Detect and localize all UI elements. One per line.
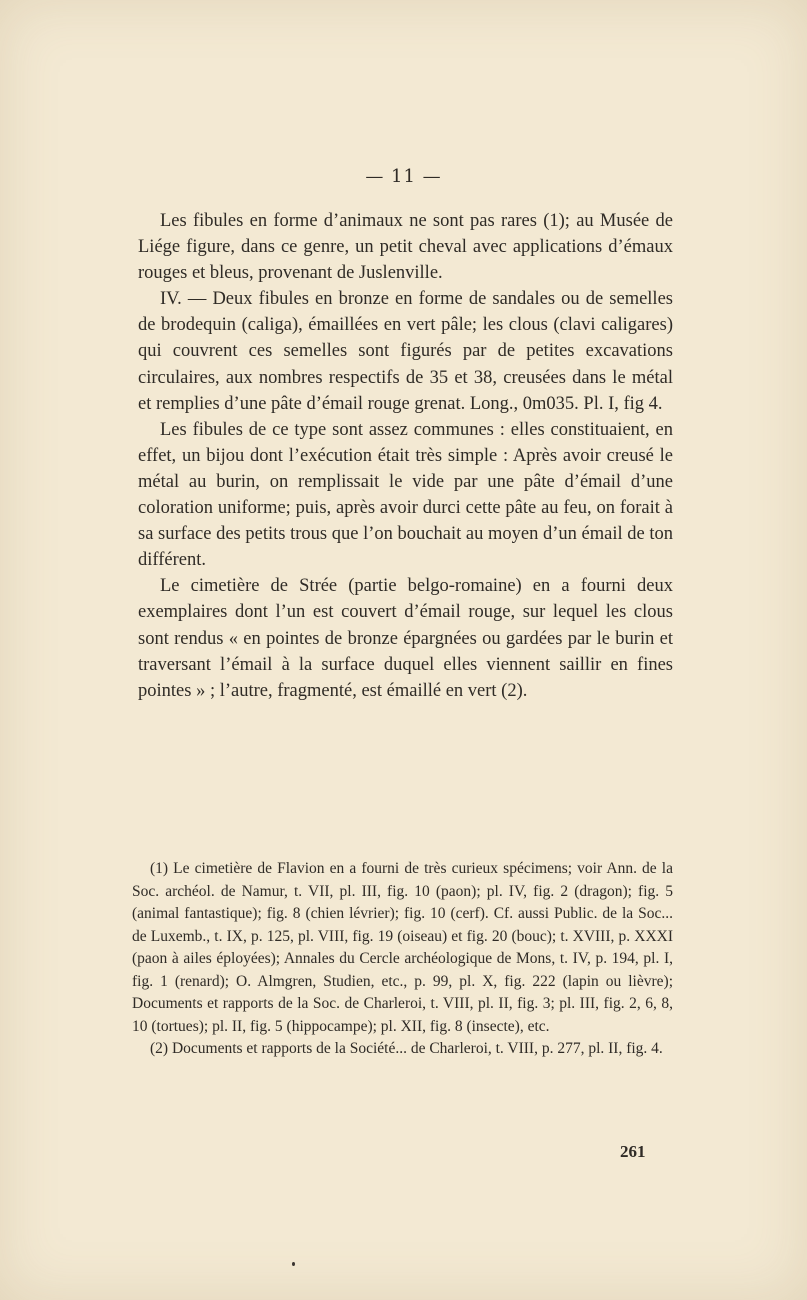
footnote: (1) Le cimetière de Flavion en a fourni de très curieux spécimens; voir Ann. de la Soc. archéol. de Namur, t. VII, pl. III, fig. 10 (paon); pl. IV, fig. 2 (dragon); fig. 5 (animal fantastique); fig. 8 (chien lévrier); fig. 10 (cerf). Cf. aussi Public. de la Soc... de Luxemb., t. IX, p. 125, pl. VIII, fig. 19 (oiseau) et fig. 20 (bouc); t. XVIII, p. XXXI (paon à ailes éployées); Annales du Cercle archéologique de Mons, t. IV, p. 194, pl. I, fig. 1 (renard); O. Almgren, Studien, etc., p. 99, pl. X, fig. 222 (lapin ou lièvre); Documents et rapports de la Soc. de Charleroi, t. VIII, pl. II, fig. 3; pl. III, fig. 2, 6, 8, 10 (tortues); pl. II, fig. 5 (hippocampe); pl. XII, fig. 8 (insecte), etc.: [132, 860, 673, 1035]
footnote: (2) Documents et rapports de la Société... de Charleroi, t. VIII, p. 277, pl. II, fig. 4.: [150, 1040, 663, 1057]
page-running-number: — 11 —: [365, 166, 442, 187]
body-paragraph: IV. — Deux fibules en bronze en forme de sandales ou de semelles de brodequin (caliga), émaillées en vert pâle; les clous (clavi caligares) qui couvrent ces semelles sont figurés par de petites excavations circulaires, aux nombres respectifs de 35 et 38, creusées dans le métal et remplies d’une pâte d’émail rouge grenat. Long., 0m035. Pl. I, fig 4.: [138, 289, 673, 414]
body-paragraph: Le cimetière de Strée (partie belgo-romaine) en a fourni deux exemplaires dont l’un est couvert d’émail rouge, sur lequel les clous sont rendus « en pointes de bronze épargnées ou gardées par le burin et traversant l’émail à la surface duquel elles viennent saillir en fines pointes » ; l’autre, fragmenté, est émaillé en vert (2).: [138, 576, 673, 701]
body-paragraph: Les fibules en forme d’animaux ne sont pas rares (1); au Musée de Liége figure, dans ce genre, un petit cheval avec applications d’émaux rouges et bleus, provenant de Juslenville.: [138, 211, 673, 284]
ink-speck: [292, 1262, 295, 1266]
body-paragraph: Les fibules de ce type sont assez communes : elles constituaient, en effet, un bijou dont l’exécution était très simple : Après avoir creusé le métal au burin, on remplissait le vide par une pâte d’émail d’une coloration uniforme; puis, après avoir durci cette pâte au feu, on forait à sa surface des petits trous que l’on bouchait au moyen d’un émail de ton différent.: [138, 419, 673, 571]
body-text: [138, 208, 673, 704]
signature-number: 261: [620, 1142, 646, 1161]
footnotes: [132, 858, 673, 1061]
